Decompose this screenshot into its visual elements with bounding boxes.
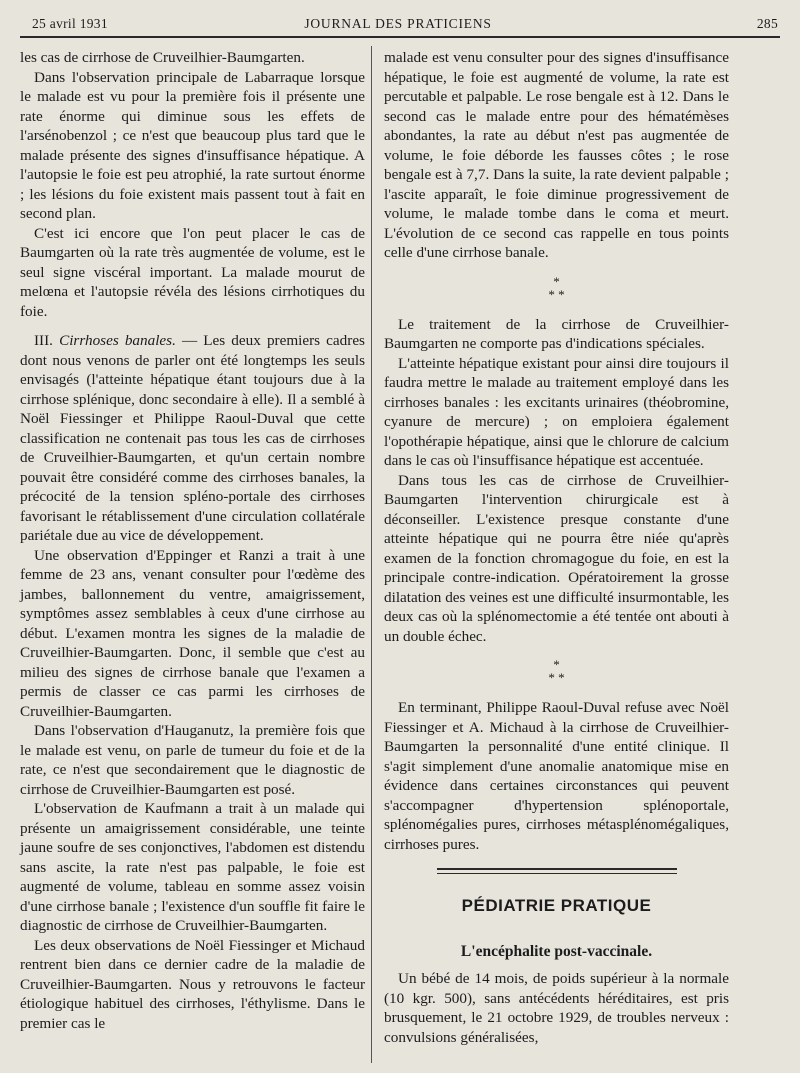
issue-date: 25 avril 1931 (32, 16, 108, 31)
paragraph: Un bébé de 14 mois, de poids supérieur à la normale (10 kgr. 500), sans antécédents héréditaires, est pris brusquement, le 21 octobre 1929, de troubles nerveux : convulsions généralisées, (384, 970, 729, 1046)
paragraph: les cas de cirrhose de Cruveilhier-Baumgarten. (20, 49, 305, 66)
section-paragraph (20, 331, 365, 546)
paragraph: Le traitement de la cirrhose de Cruveilhier-Baumgarten ne comporte pas d'indications spéciales. (384, 315, 729, 352)
page-number: 285 (756, 16, 778, 31)
section-rule (437, 868, 677, 870)
header-rule (20, 36, 780, 38)
asterism: * * * (548, 273, 565, 302)
paragraph: Une observation d'Eppinger et Ranzi a trait à une femme de 23 ans, venant consulter pour l'œdème des jambes, ballonnement du ventre, amaigrissement, symptômes assez semblables à ceux d'une cirrhose au début. L'examen montra les signes de la maladie de Cruveilhier-Baumgarten. Donc, il semble que c'est au milieu des signes de cirrhose banale que l'examen a permis de classer ce cas parmi les cirrhoses de Cruveilhier-Baumgarten. (20, 546, 365, 720)
section-text: — Les deux premiers cadres dont nous venons de parler ont été longtemps les seuls envisagés (l'atteinte hépatique étant toujours due à la cirrhose splénique, donc secondaire à elle). Il a semblé à Noël Fiessinger et Philippe Raoul-Duval que cette classification ne contenait pas tous les cas de cirrhoses de Cruveilhier-Baumgarten, et qu'un certain nombre pouvait être considéré comme des cirrhoses banales, la précocité de la tension spléno-portale des cirrhoses favorisant le rétablissement d'une circulation collatérale pariétale due au vice de développement. (20, 332, 365, 544)
journal-title: JOURNAL DES PRATICIENS (304, 16, 492, 31)
page-header (18, 14, 778, 36)
article-title: L'encéphalite post-vaccinale. (460, 942, 653, 960)
paragraph: Dans l'observation principale de Labarraque lorsque le malade est vu pour la première fois il présente une rate énorme qui diminue sous les effets de l'arsénobenzol ; ce n'est que beaucoup plus tard que le malade présente des signes d'insuffisance hépatique. A l'autopsie le foie est peu atrophié, la rate surtout énorme ; les lésions du foie existent mais passent tout à fait en second plan. (20, 68, 365, 222)
paragraph: malade est venu consulter pour des signes d'insuffisance hépatique, le foie est augmenté de volume, la rate est percutable et palpable. Le rose bengale est à 12. Dans le second cas le malade entre pour des hématémèses abondantes, la rate au début n'est pas augmentée de volume, le foie déborde les fausses côtes ; le rose bengale est à 7,7. Dans la suite, la rate devient palpable ; l'ascite apparaît, le foie diminue progressivement de volume, le malade tombe dans le coma et meurt. L'évolution de ce second cas rappelle en tous points celle d'une cirrhose banale. (384, 49, 729, 261)
paragraph: L'observation de Kaufmann a trait à un malade qui présente un amaigrissement considérable, une teinte jaune soufre de ses conjonctives, l'abdomen est distendu sans ascite, la rate n'est pas palpable, le foie est augmenté de volume, tableau en somme assez voisin d'une cirrhose banale ; l'existence d'un souffle fit faire le diagnostic de cirrhose de Cruveilhier-Baumgarten. (20, 800, 365, 934)
section-number: III. (34, 332, 60, 349)
section-title: PÉDIATRIE PRATIQUE (461, 896, 652, 915)
paragraph: Les deux observations de Noël Fiessinger et Michaud rentrent bien dans ce dernier cadre de la maladie de Cruveilhier-Baumgarten. Nous y retrouvons le facteur étiologique habituel des cirrhoses, l'éthylisme. Dans le premier cas le (20, 936, 365, 1032)
section-heading: Cirrhoses banales. (59, 332, 176, 349)
paragraph: L'atteinte hépatique existant pour ainsi dire toujours il faudra mettre le malade au traitement employé dans les cirrhoses banales : les excitants urinaires (théobromine, cyanure de mercure) ; on emploiera également l'opothérapie hépatique, ainsi que le chlorure de calcium dans le cas où l'insuffisance hépatique est accentuée. (384, 354, 729, 469)
right-column (384, 48, 729, 1047)
paragraph: C'est ici encore que l'on peut placer le cas de Baumgarten où la rate très augmentée de volume, est le seul signe viscéral important. La malade mourut de melœna et l'autopsie révéla des lésions cirrhotiques du foie. (20, 224, 365, 320)
column-separator (371, 46, 372, 1063)
paragraph: En terminant, Philippe Raoul-Duval refuse avec Noël Fiessinger et A. Michaud à la cirrhose de Cruveilhier-Baumgarten la personnalité d'une entité clinique. Il s'agit simplement d'une anomalie anatomique mise en évidence dans certaines circonstances qui peuvent s'accompagner d'hypertension splénoportale, splénomégalies pures, cirrhoses métasplénomégaliques, cirrhoses pures. (384, 699, 729, 853)
paragraph: Dans l'observation d'Hauganutz, la première fois que le malade est venu, on parle de tumeur du foie et de la rate, ce n'est que secondairement que le diagnostic de cirrhose de Cruveilhier-Baumgarten est posé. (20, 722, 365, 798)
section-rule-thin (437, 873, 677, 874)
asterism: * * * (548, 657, 565, 685)
left-column (20, 48, 365, 1033)
paragraph: Dans tous les cas de cirrhose de Cruveilhier-Baumgarten l'intervention chirurgicale est à déconseiller. L'existence presque constante d'une atteinte hépatique qui ne pourra être niée qu'après examen de la fonction chromagogue du foie, en est la principale contre-indication. Opératoirement la grosse dilatation des veines est une difficulté insurmontable, les deux cas où la splénomectomie a été tentée ont abouti à un double échec. (384, 471, 729, 645)
